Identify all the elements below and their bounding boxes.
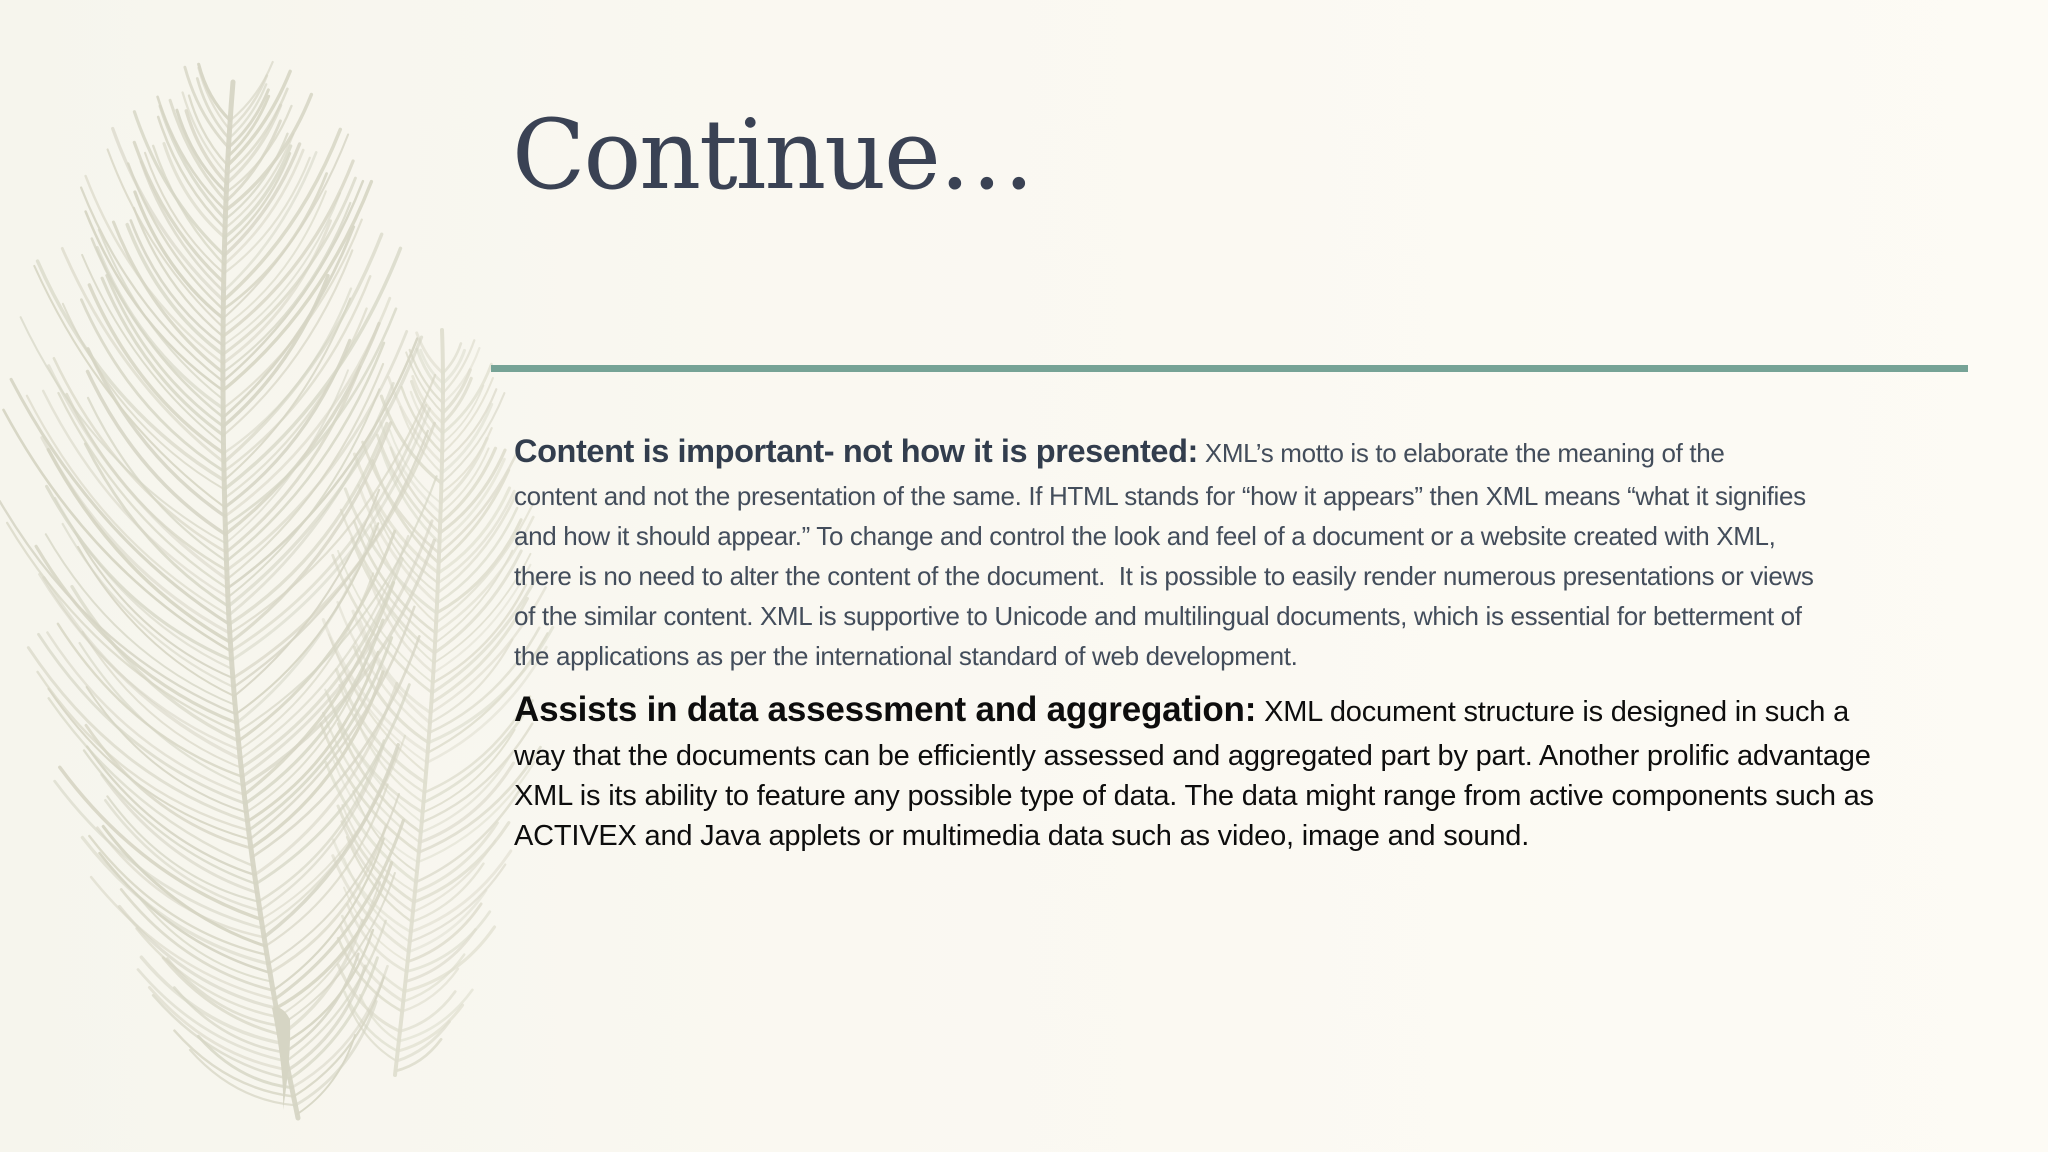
paragraph-heading: Assists in data assessment and aggregation: [514,690,1257,729]
content-line: of the similar content. XML is supportive to Unicode and multilingual documents, which is essential for betterment of [514,601,1802,631]
paragraph-content-importance [514,428,2039,676]
content-line: there is no need to alter the content of the document. It is possible to easily render numerous presentations or views [514,561,1814,591]
content-line: way that the documents can be efficiently assessed and aggregated part by part. Another prolific advantage [514,740,1871,772]
paragraph-heading: Content is important- not how it is presented: [514,433,1198,469]
slide-title: Continue… [512,99,1033,211]
content-block [514,428,2039,856]
content-line: ACTIVEX and Java applets or multimedia data such as video, image and sound. [514,820,1530,852]
content-line [514,428,2039,476]
content-line: and how it should appear.” To change and control the look and feel of a document or a website created with XML, [514,521,1776,551]
content-line: content and not the presentation of the same. If HTML stands for “how it appears” then XML means “what it signifies [514,481,1806,511]
paragraph-text: XML document structure is designed in such a [1264,696,1849,728]
paragraph-data-assessment [514,686,2039,856]
paragraph-text: XML’s motto is to elaborate the meaning of the [1204,438,1725,468]
content-line: XML is its ability to feature any possible type of data. The data might range from active components such as [514,780,1874,812]
content-line [514,686,2039,736]
divider-line [491,365,1968,372]
content-line: the applications as per the international standard of web development. [514,641,1298,671]
